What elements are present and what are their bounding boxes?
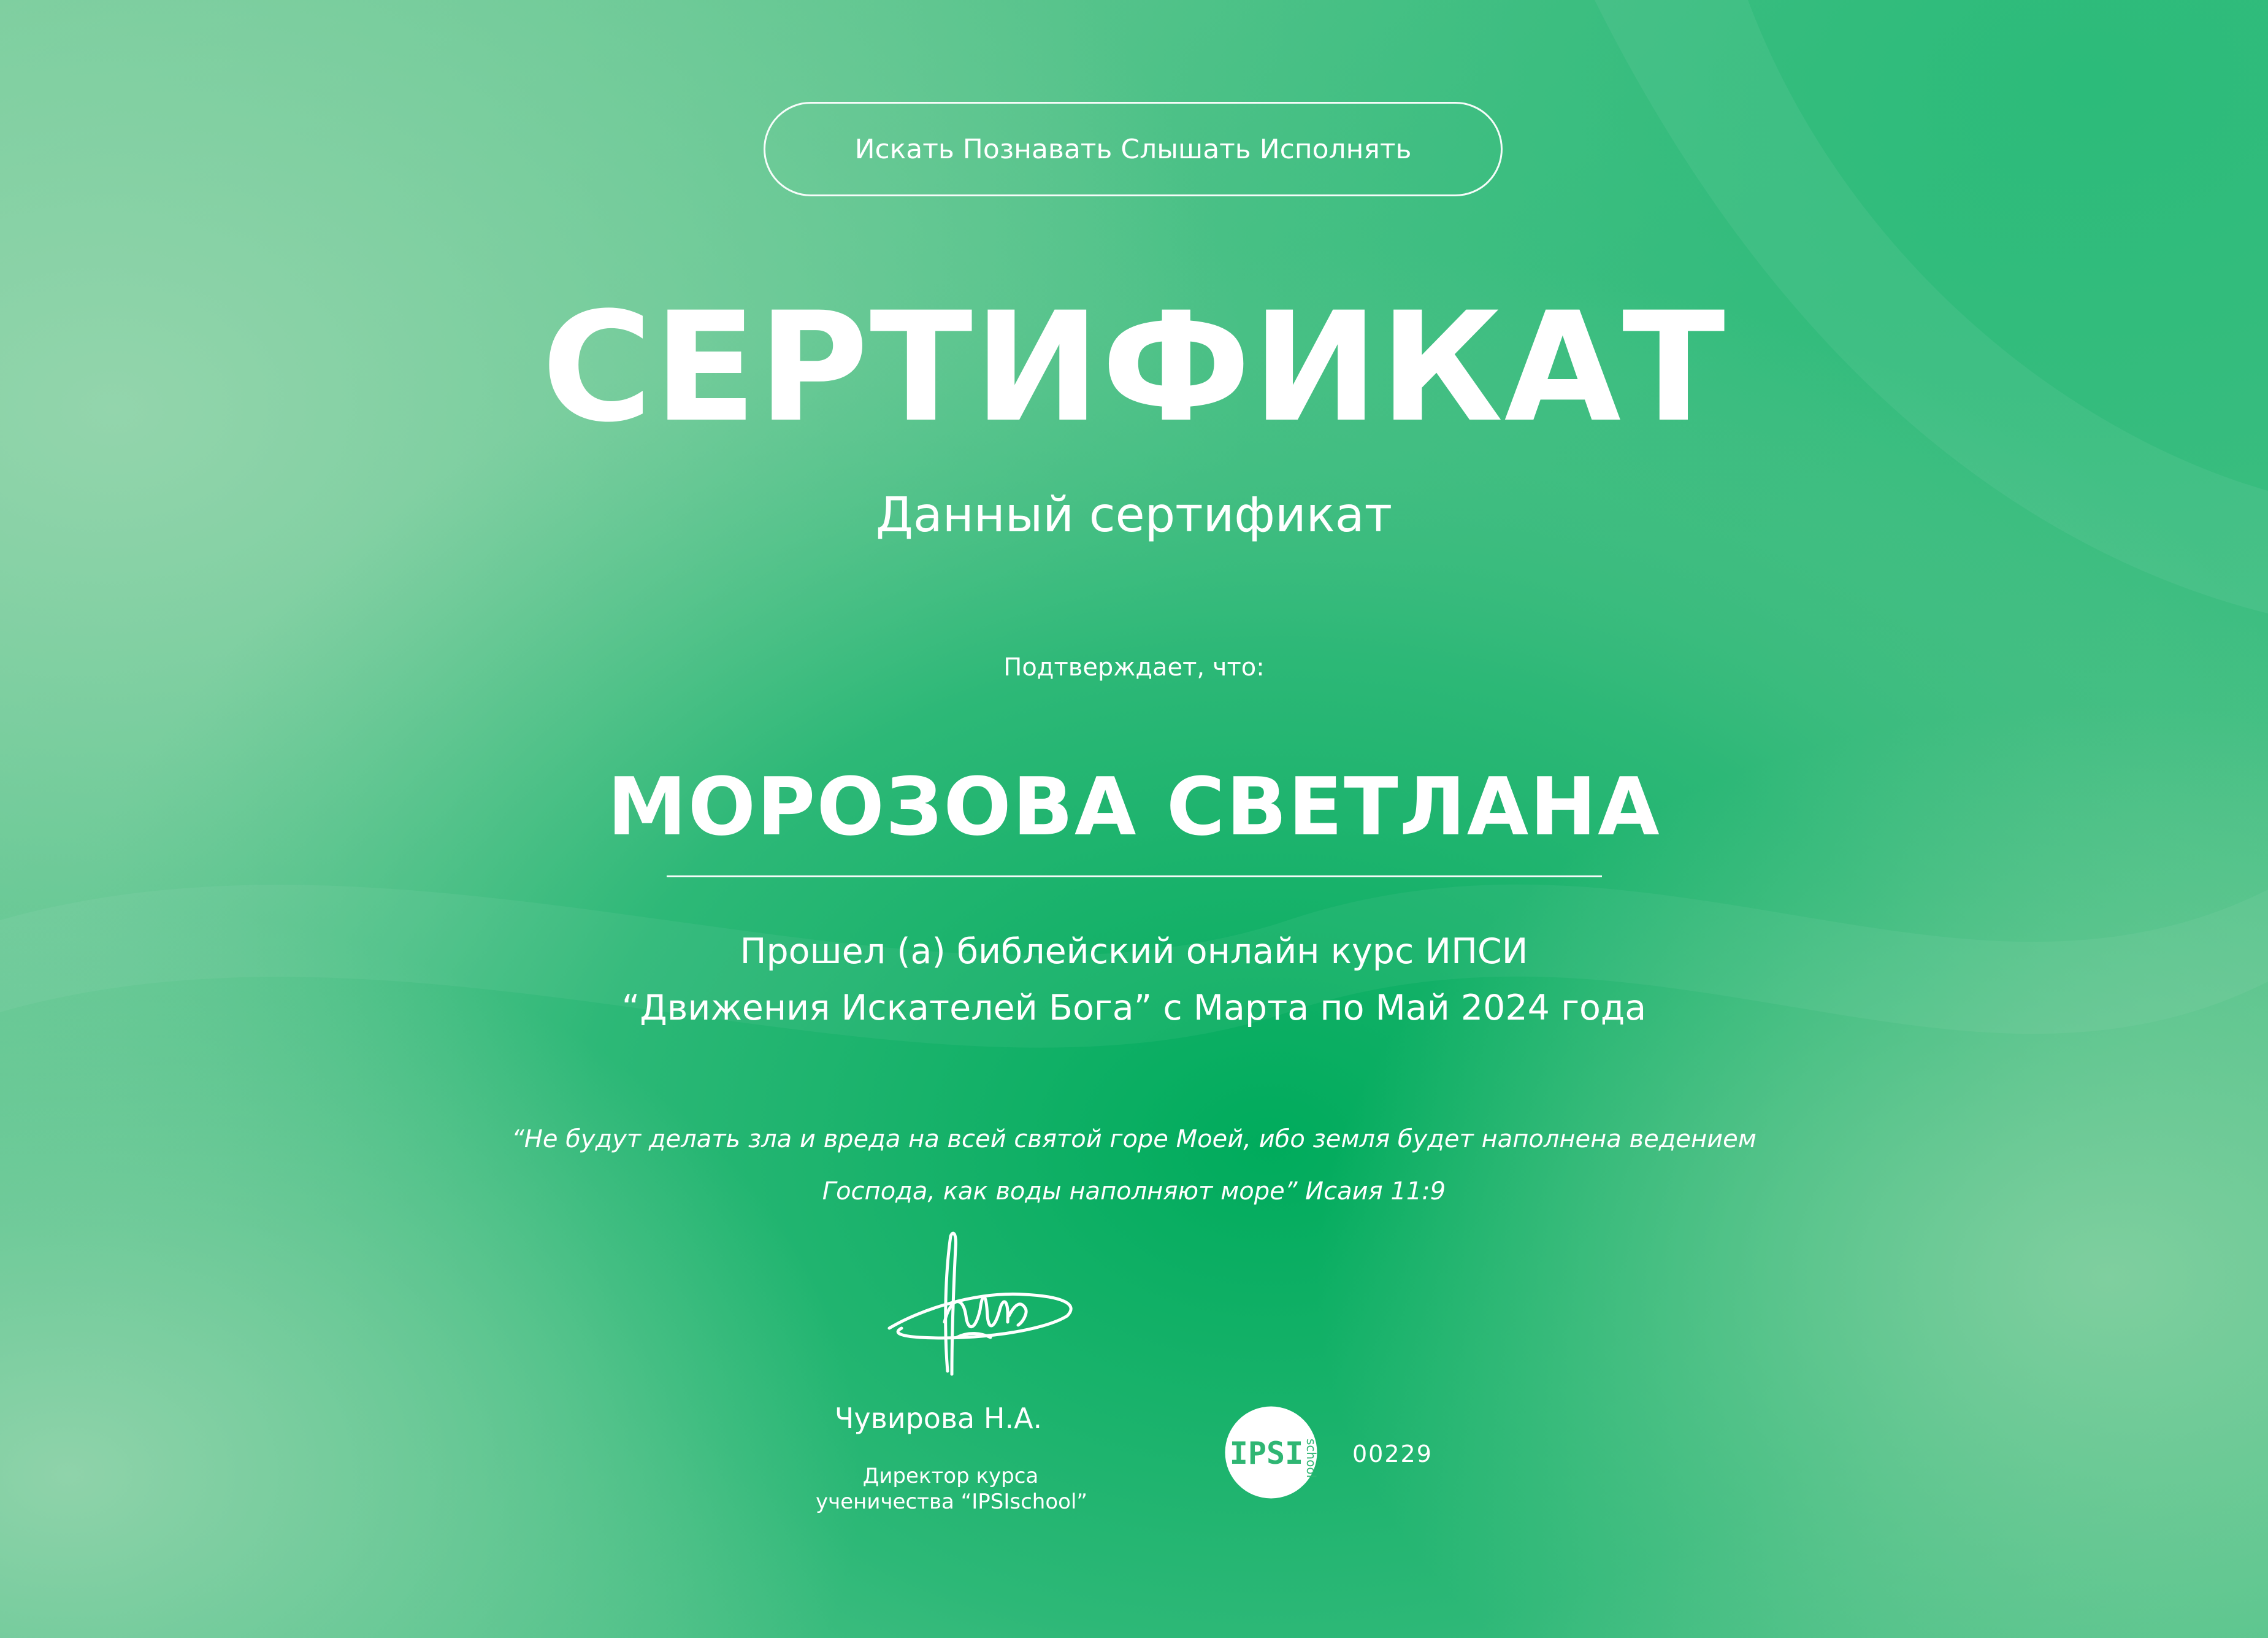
certificate-subtitle: Данный сертификат [875, 488, 1393, 543]
signer-role [816, 1463, 1086, 1515]
confirms-text: Подтверждает, что: [1003, 653, 1265, 682]
course-line-2: “Движения Искателей Бога” с Марта по Май 2024 года [621, 988, 1647, 1028]
certificate-number: 00229 [1352, 1440, 1433, 1467]
quote-line-2: Господа, как воды наполняют море” Исаия 11:9 [822, 1177, 1446, 1205]
course-description [0, 923, 2268, 1036]
quote-line-1: “Не будут делать зла и вреда на всей святой горе Моей, ибо земля будет наполнена ведением [511, 1125, 1757, 1153]
logo-main-text: IPSI [1229, 1436, 1304, 1471]
ipsi-school-logo-icon [1224, 1405, 1319, 1500]
course-line-1: Прошел (а) библейский онлайн курс ИПСИ [740, 931, 1528, 972]
signer-name: Чувирова Н.А. [834, 1402, 1043, 1435]
signer-role-line-2: ученичества “IPSIschool” [816, 1490, 1088, 1514]
scripture-quote [0, 1113, 2268, 1218]
recipient-name: МОРОЗОВА СВЕТЛАНА [607, 760, 1661, 853]
certificate-title: СЕРТИФИКАТ [542, 280, 1726, 456]
logo-sub-text: school [1304, 1439, 1319, 1478]
signer-role-line-1: Директор курса [862, 1464, 1039, 1488]
motto-text: Искать Познавать Слышать Исполнять [854, 133, 1412, 165]
signature-icon [883, 1224, 1086, 1383]
recipient-underline [667, 875, 1602, 877]
motto-badge [764, 102, 1503, 196]
